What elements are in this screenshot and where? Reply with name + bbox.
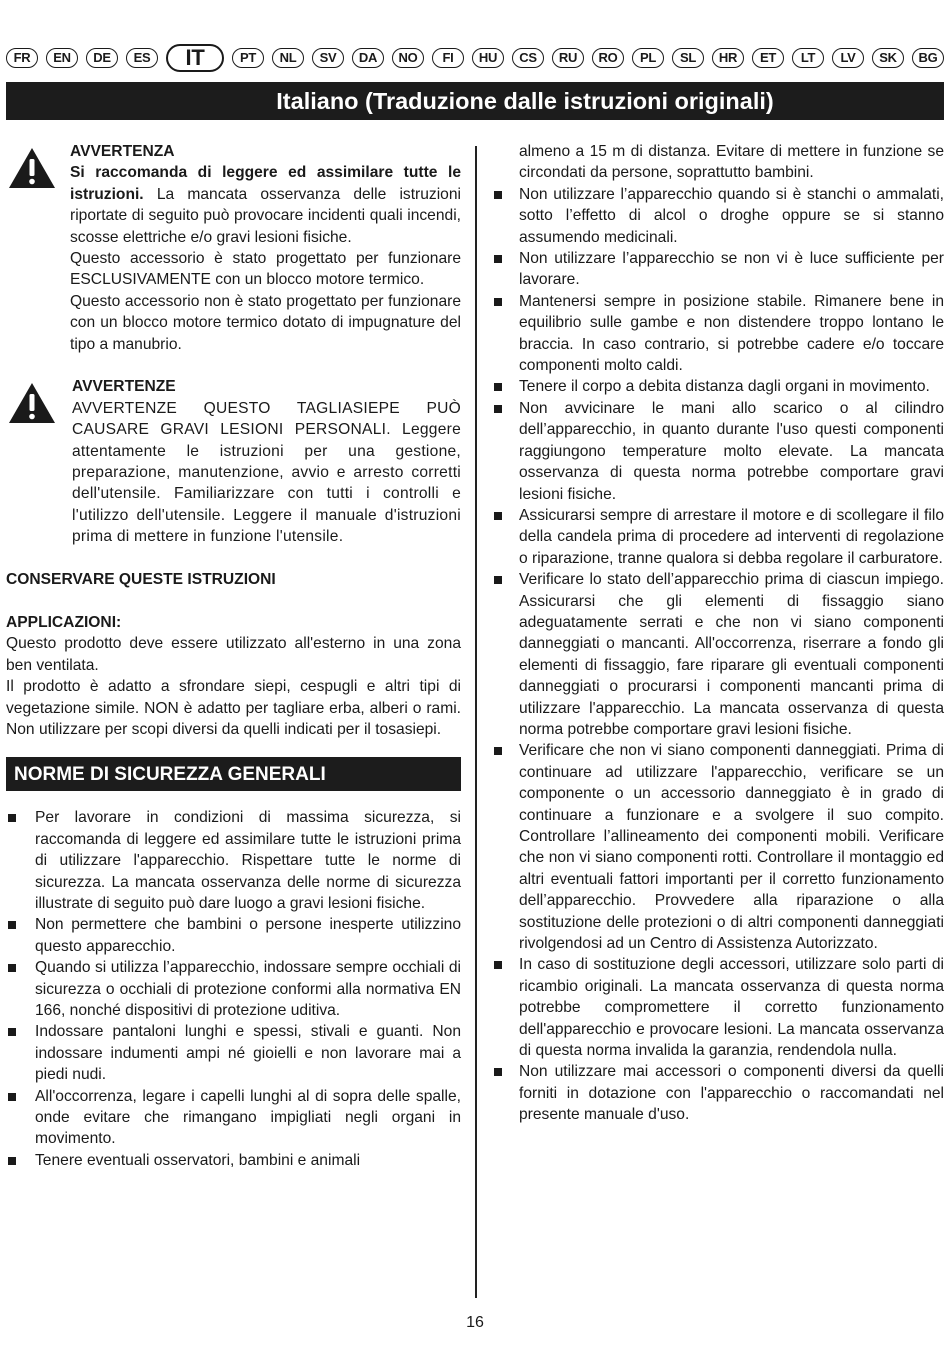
list-item: Indossare pantaloni lunghi e spessi, stivali e guanti. Non indossare indumenti ampi né gioielli e non lavorare mai a piedi nudi. — [6, 1021, 461, 1085]
language-tab-pl[interactable]: PL — [632, 48, 664, 68]
list-item: Tenere eventuali osservatori, bambini e animali — [6, 1150, 461, 1171]
language-tab-nl[interactable]: NL — [272, 48, 304, 68]
language-tab-ru[interactable]: RU — [552, 48, 584, 68]
keep-instructions-heading: CONSERVARE QUESTE ISTRUZIONI — [6, 571, 276, 589]
warning-paragraph-2: Questo accessorio è stato progettato per funzionare ESCLUSIVAMENTE con un blocco motore termico. — [70, 250, 461, 289]
page-title-bar — [6, 82, 944, 120]
warning-block-2 — [6, 376, 461, 547]
warning-text: La mancata osservanza delle istruzioni riportate di seguito può provocare incidenti quali incendi, scosse elettriche e/o gravi lesioni fisiche. — [70, 185, 461, 246]
list-item: Tenere il corpo a debita distanza dagli organi in movimento. — [492, 376, 944, 397]
list-item: All'occorrenza, legare i capelli lunghi al di sopra delle spalle, onde evitare che rimangano impigliati negli organi in movimento. — [6, 1086, 461, 1150]
language-tab-sv[interactable]: SV — [312, 48, 344, 68]
language-tab-lt[interactable]: LT — [792, 48, 824, 68]
language-tab-cs[interactable]: CS — [512, 48, 544, 68]
language-tab-pt[interactable]: PT — [232, 48, 264, 68]
right-bullet-list — [492, 184, 944, 1126]
list-item: Non utilizzare l’apparecchio quando si è stanchi o ammalati, sotto l’effetto di alcol o droghe oppure se si stanno assumendo medicinali. — [492, 184, 944, 248]
language-tab-sk[interactable]: SK — [872, 48, 904, 68]
language-tab-en[interactable]: EN — [46, 48, 78, 68]
warning-triangle-icon — [8, 146, 56, 190]
language-tab-hu[interactable]: HU — [472, 48, 504, 68]
warning-paragraph-3: Questo accessorio non è stato progettato per funzionare con un blocco motore termico dotato di impugnature del tipo a manubrio. — [70, 292, 461, 353]
language-tab-bg[interactable]: BG — [912, 48, 944, 68]
list-item: In caso di sostituzione degli accessori, utilizzare solo parti di ricambio originali. La mancata osservanza di questa norma potrebbe compromettere il corretto funzionamento dell'apparecchio e provocare lesioni. La mancata osservanza di questa norma invalida la garanzia, rendendola nulla. — [492, 954, 944, 1061]
language-tab-et[interactable]: ET — [752, 48, 784, 68]
language-tab-fi[interactable]: FI — [432, 48, 464, 68]
list-item: Assicurarsi sempre di arrestare il motore e di scollegare il filo della candela prima di procedere ad interventi di regolazione o riparazione, tranne qualora si debba regolare il carburatore. — [492, 505, 944, 569]
language-tab-es[interactable]: ES — [126, 48, 158, 68]
warning-heading: AVVERTENZA — [70, 143, 175, 160]
list-item: Mantenersi sempre in posizione stabile. Rimanere bene in equilibrio sulle gambe e non distendere troppo lontano le braccia. In caso contrario, si potrebbe cadere e/o toccare componenti molto caldi. — [492, 291, 944, 377]
page-title: Italiano (Traduzione dalle istruzioni originali) — [276, 87, 774, 114]
list-item: Non avvicinare le mani allo scarico o al cilindro dell’apparecchio, in quanto durante l'uso questi componenti raggiungono temperature molto elevate. La mancata osservanza di questa norma potrebbe comportare gravi lesioni fisiche. — [492, 398, 944, 505]
warning-block-1 — [6, 141, 461, 355]
right-column — [492, 141, 944, 1126]
list-item: Per lavorare in condizioni di massima sicurezza, si raccomanda di leggere ed assimilare tutte le istruzioni prima di utilizzare l'apparecchio. Rispettare tutte le norme di sicurezza. La mancata osservanza delle norme di sicurezza illustrate di seguito può dare luogo a gravi lesioni fisiche. — [6, 807, 461, 914]
applications-paragraph-2: Il prodotto è adatto a sfrondare siepi, cespugli e altri tipi di vegetazione simile. NON è adatto per tagliare erba, alberi o rami. Non utilizzare per scopi diversi da quelli indicati per il tosasiepi. — [6, 678, 461, 738]
section-heading-bar — [6, 757, 461, 791]
left-column — [6, 141, 461, 1171]
warning-triangle-icon — [8, 381, 56, 425]
warning-paragraph — [70, 162, 461, 248]
language-tab-hr[interactable]: HR — [712, 48, 744, 68]
list-item: Non utilizzare mai accessori o componenti diversi da quelli forniti in dotazione con l'apparecchio o raccomandati nel presente manuale d'uso. — [492, 1061, 944, 1125]
warning-paragraph: AVVERTENZE QUESTO TAGLIASIEPE PUÒ CAUSARE GRAVI LESIONI PERSONALI. Leggere attentamente le istruzioni per una gestione, preparazione, manutenzione, avvio e arresto corretti dell'utensile. Familiarizzare con tutti i controlli e l'utilizzo dell'utensile. Leggere il manuale d'istruzioni prima di mettere in funzione l'utensile. — [72, 399, 461, 546]
language-tab-lv[interactable]: LV — [832, 48, 864, 68]
list-item: Non permettere che bambini o persone inesperte utilizzino questo apparecchio. — [6, 914, 461, 957]
list-item: Non utilizzare l’apparecchio se non vi è luce sufficiente per lavorare. — [492, 248, 944, 291]
warning-bold-lead: Si raccomanda di leggere ed assimilare tutte le istruzioni. — [70, 164, 461, 203]
applications-paragraph-1: Questo prodotto deve essere utilizzato all'esterno in una zona ben ventilata. — [6, 635, 461, 674]
continued-paragraph: almeno a 15 m di distanza. Evitare di mettere in funzione se circondati da persone, soprattutto bambini. — [519, 143, 944, 182]
language-tab-fr[interactable]: FR — [6, 48, 38, 68]
language-tab-it[interactable]: IT — [166, 44, 224, 72]
language-tab-sl[interactable]: SL — [672, 48, 704, 68]
left-bullet-list — [6, 807, 461, 1171]
language-tab-no[interactable]: NO — [392, 48, 424, 68]
page-number: 16 — [466, 1314, 484, 1331]
language-tab-da[interactable]: DA — [352, 48, 384, 68]
column-divider — [475, 146, 477, 1298]
section-heading: NORME DI SICUREZZA GENERALI — [14, 763, 326, 785]
language-tab-bar — [6, 46, 944, 69]
warning-heading: AVVERTENZE — [72, 378, 176, 396]
list-item: Verificare lo stato dell’apparecchio prima di ciascun impiego. Assicurarsi che gli elementi di fissaggio siano adeguatamente serrati e che non vi siano componenti danneggiati o mancanti. All'occorrenza, riserrare a fondo gli elementi di fissaggio, fare riparare gli eventuali componenti danneggiati o procurarsi i componenti mancanti prima di utilizzare l'apparecchio. La mancata osservanza di questa norma potrebbe comportare gravi lesioni fisiche. — [492, 569, 944, 740]
language-tab-de[interactable]: DE — [86, 48, 118, 68]
list-item: Quando si utilizza l’apparecchio, indossare sempre occhiali di sicurezza o occhiali di protezione conformi alla normativa EN 166, nonché dispositivi di protezione uditiva. — [6, 957, 461, 1021]
list-item: Verificare che non vi siano componenti danneggiati. Prima di continuare ad utilizzare l'apparecchio, verificare se un componente o un accessorio danneggiato è in grado di continuare a funzionare e a svolgere il suo compito. Controllare l’allineamento dei componenti mobili. Verificare che non vi siano componenti rotti. Controllare il montaggio ed altri eventuali fattori importanti per il corretto funzionamento dell’apparecchio. Provvedere alla riparazione o alla sostituzione delle protezioni o di altri componenti danneggiati rivolgendosi ad un Centro di Assistenza Autorizzato. — [492, 740, 944, 954]
applications-heading: APPLICAZIONI: — [6, 613, 122, 631]
language-tab-ro[interactable]: RO — [592, 48, 624, 68]
